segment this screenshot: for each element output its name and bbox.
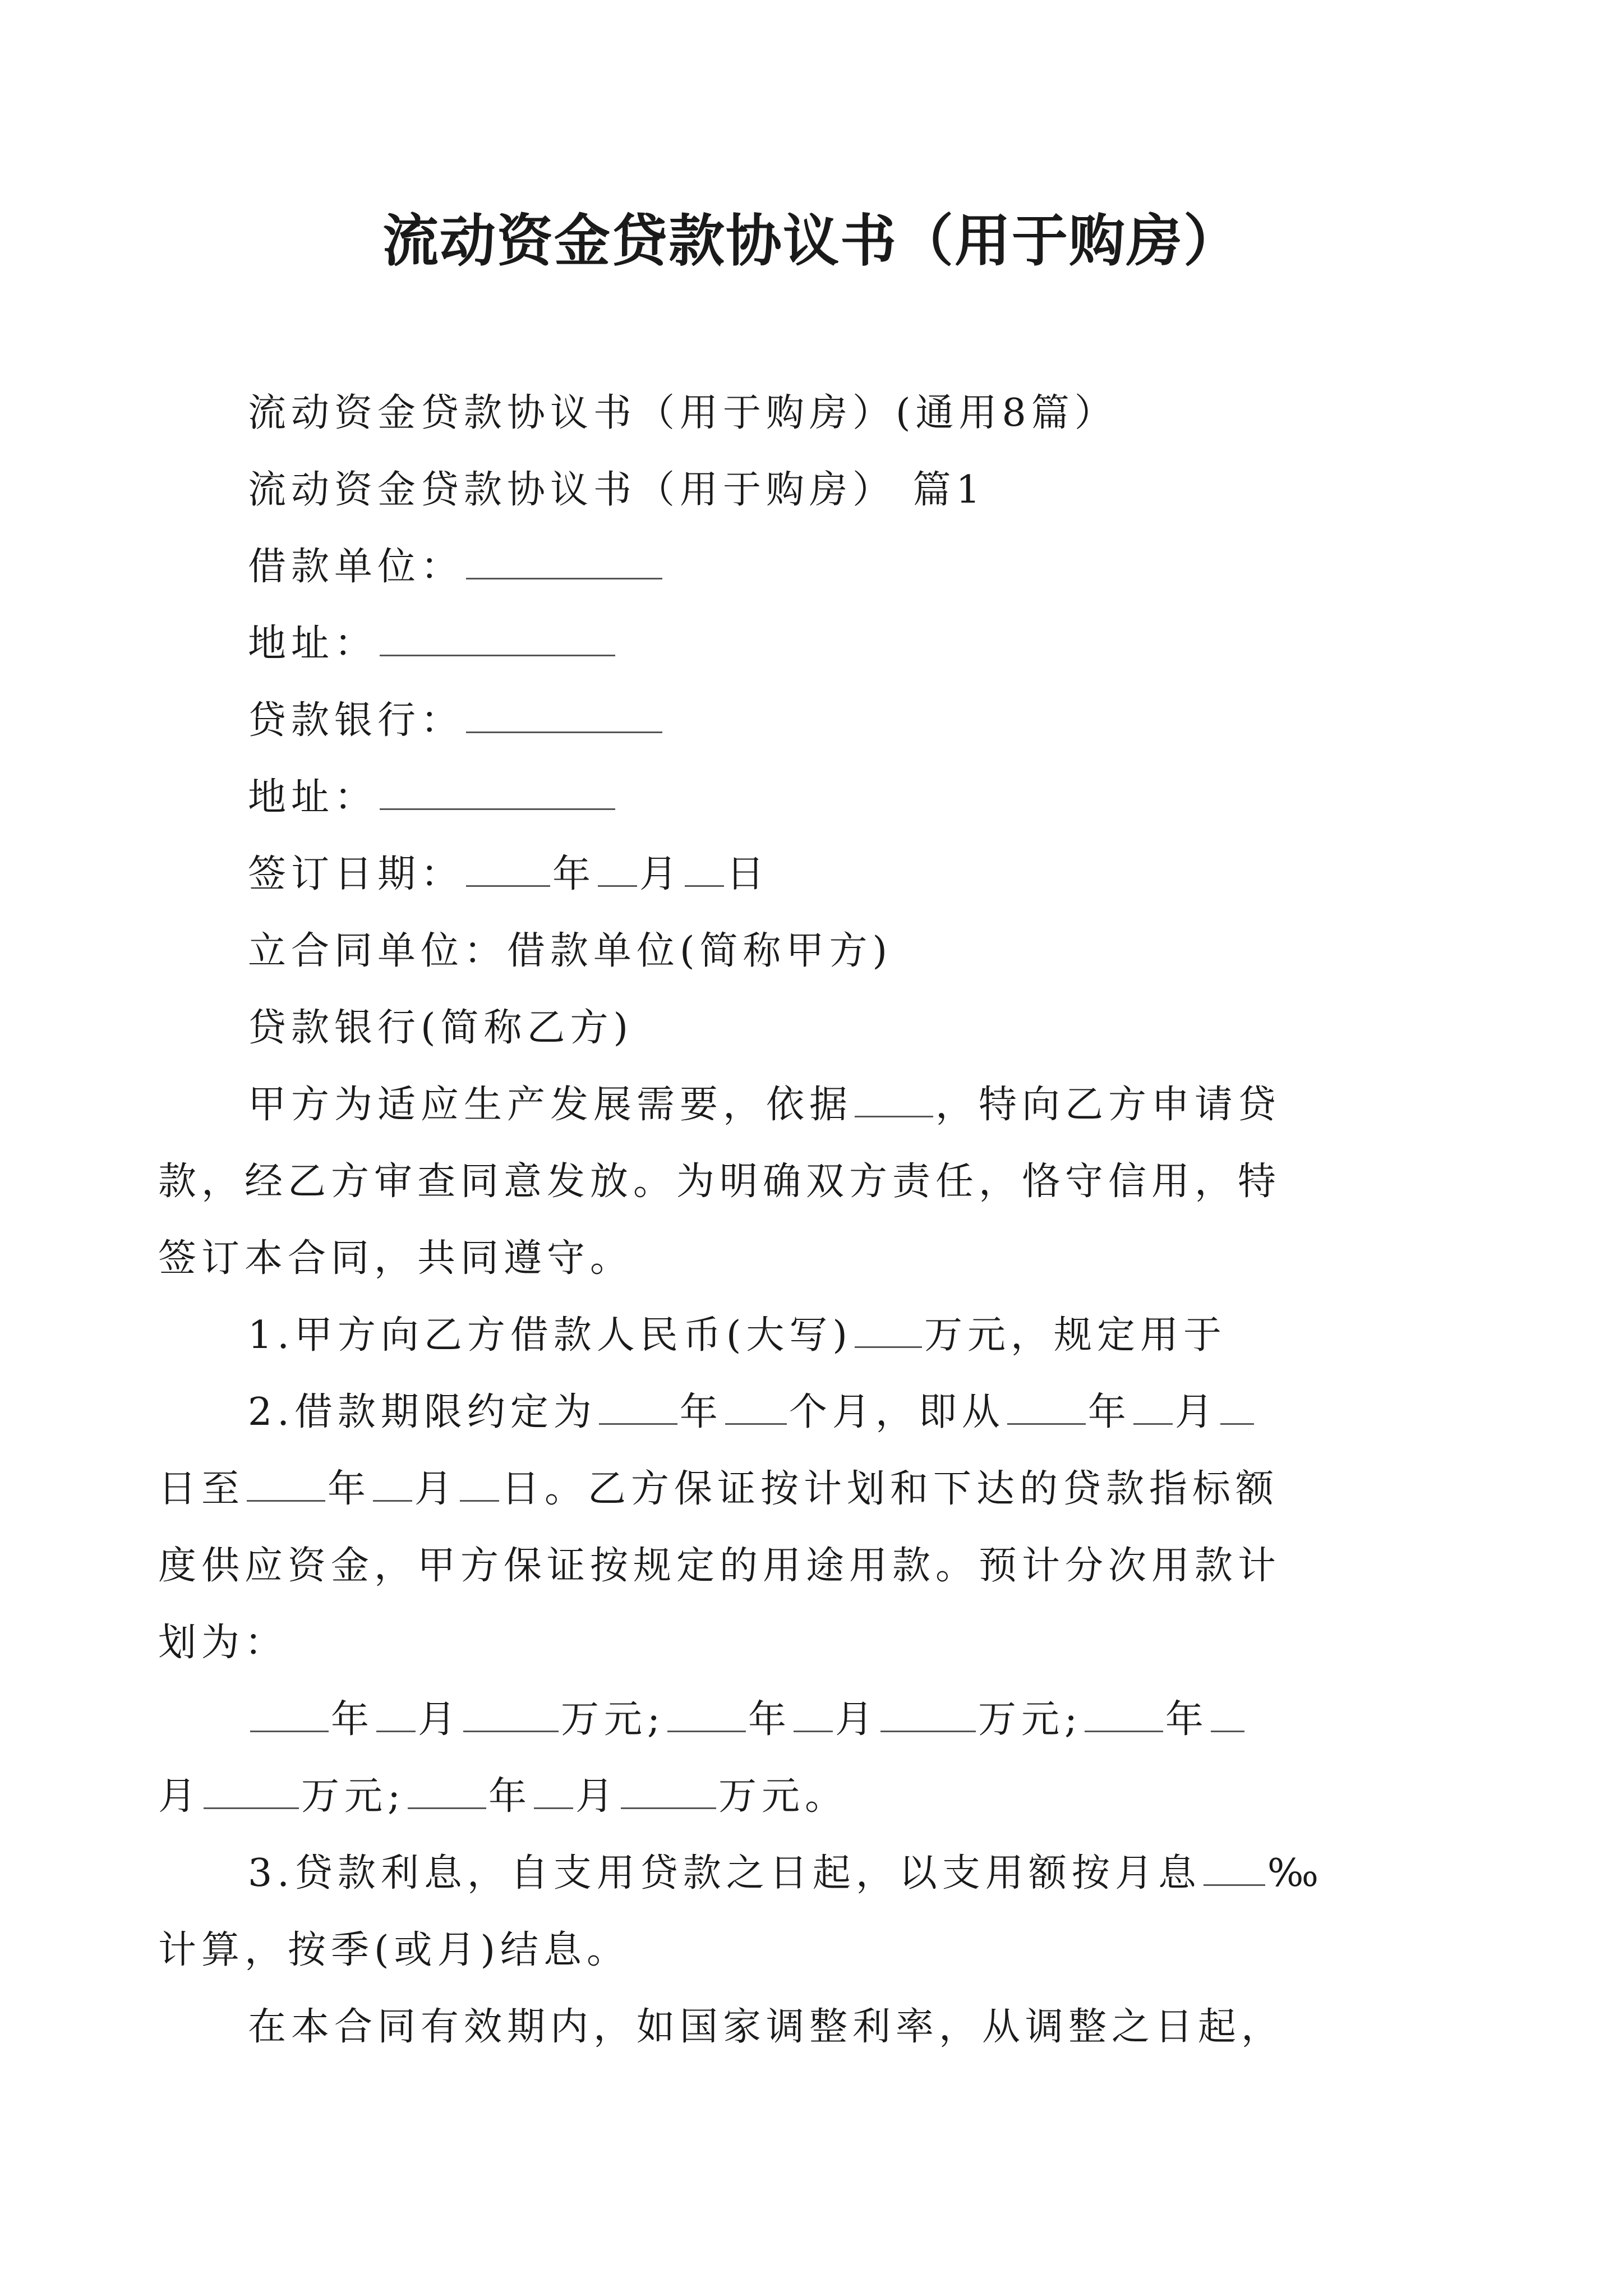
clause-2-line-2 xyxy=(158,1451,1375,1527)
address-blank-2 xyxy=(380,779,615,810)
intro-text-2: ，特向乙方申请贷 xyxy=(935,1083,1281,1127)
sign-date-label: 签订日期： xyxy=(248,852,464,896)
borrower-blank xyxy=(466,549,662,579)
schedule-amount-1: 万元; xyxy=(561,1697,665,1742)
schedule-month-blank-1 xyxy=(376,1701,416,1732)
schedule-year-blank-1 xyxy=(250,1701,329,1732)
bank-line xyxy=(248,682,1375,759)
day-blank xyxy=(685,856,724,887)
borrower-label: 借款单位： xyxy=(248,545,464,589)
intro-text-1: 甲方为适应生产发展需要，依据 xyxy=(248,1083,853,1127)
clause-2-rest: 日。乙方保证按计划和下达的贷款指标额 xyxy=(501,1467,1279,1511)
month-blank xyxy=(598,856,637,887)
schedule-month-blank-2 xyxy=(794,1701,833,1732)
interest-blank xyxy=(1204,1855,1265,1886)
clause-3-line-2: 计算，按季(或月)结息。 xyxy=(158,1928,630,1972)
schedule-month-blank-4 xyxy=(534,1778,573,1809)
clause-1-text-2: 万元，规定用于 xyxy=(924,1313,1227,1358)
address-blank-1 xyxy=(380,625,615,656)
bank-label: 贷款银行： xyxy=(248,698,464,743)
intro-line-2: 款，经乙方审查同意发放。为明确双方责任，恪守信用，特 xyxy=(158,1159,1281,1204)
schedule-month-3: 月 xyxy=(158,1774,202,1819)
schedule-month-2: 月 xyxy=(834,1697,878,1742)
clause-3-text-1: 3.贷款利息，自支用贷款之日起，以支用额按月息 xyxy=(248,1851,1201,1895)
permille-sign: ‰ xyxy=(1267,1851,1324,1895)
clause-2-year-3: 年 xyxy=(328,1467,371,1511)
schedule-amount-4: 万元。 xyxy=(718,1774,848,1819)
parties-line-1: 立合同单位：借款单位(简称甲方) xyxy=(248,929,893,973)
bank-blank xyxy=(466,702,662,733)
clause-2-line-1 xyxy=(248,1374,1375,1451)
schedule-year-4: 年 xyxy=(488,1774,532,1819)
year-label: 年 xyxy=(552,852,596,896)
schedule-year-1: 年 xyxy=(331,1697,375,1742)
month-label: 月 xyxy=(639,852,683,896)
schedule-year-blank-3 xyxy=(1085,1701,1163,1732)
sign-date-line xyxy=(248,836,1375,913)
schedule-amount-blank-3 xyxy=(204,1778,299,1809)
schedule-month-blank-3 xyxy=(1211,1701,1244,1732)
schedule-month-4: 月 xyxy=(575,1774,619,1819)
address-line-2 xyxy=(248,759,1375,836)
clause-2-day-to: 日至 xyxy=(158,1467,245,1511)
clause-2-months: 个月，即从 xyxy=(789,1390,1005,1434)
parties-line-2: 贷款银行(简称乙方) xyxy=(248,1006,634,1050)
to-month-blank xyxy=(373,1471,412,1502)
last-line: 在本合同有效期内，如国家调整利率，从调整之日起， xyxy=(248,2005,1285,2049)
clause-2-line-4: 划为： xyxy=(158,1621,288,1665)
from-year-blank xyxy=(1007,1394,1086,1425)
amount-blank xyxy=(855,1317,922,1348)
schedule-line-2 xyxy=(158,1758,1375,1835)
day-label: 日 xyxy=(726,852,770,896)
clause-1-text-1: 1.甲方向乙方借款人民币(大写) xyxy=(248,1313,852,1358)
schedule-amount-3: 万元; xyxy=(301,1774,405,1819)
intro-line-1 xyxy=(248,1066,1375,1143)
address-line-1 xyxy=(248,605,1375,682)
schedule-year-3: 年 xyxy=(1165,1697,1209,1742)
schedule-year-blank-4 xyxy=(408,1778,486,1809)
year-blank xyxy=(466,856,550,887)
clause-2-text-1: 2.借款期限约定为 xyxy=(248,1390,597,1434)
clause-2-year-2: 年 xyxy=(1087,1390,1131,1434)
to-year-blank xyxy=(247,1471,325,1502)
document-body xyxy=(158,375,1375,2065)
schedule-year-2: 年 xyxy=(748,1697,791,1742)
schedule-line-1 xyxy=(248,1681,1375,1758)
intro-line-3: 签订本合同，共同遵守。 xyxy=(158,1236,634,1281)
schedule-amount-2: 万元; xyxy=(978,1697,1082,1742)
borrower-line xyxy=(248,528,1375,605)
from-month-blank xyxy=(1133,1394,1173,1425)
clause-2-month-3: 月 xyxy=(414,1467,458,1511)
clause-3-line-1 xyxy=(248,1835,1375,1912)
schedule-month-1: 月 xyxy=(418,1697,462,1742)
clause-2-line-3: 度供应资金，甲方保证按规定的用途用款。预计分次用款计 xyxy=(158,1544,1281,1588)
schedule-amount-blank-1 xyxy=(463,1701,559,1732)
term-years-blank xyxy=(599,1394,677,1425)
document-title: 流动资金贷款协议书（用于购房） xyxy=(382,208,1241,274)
schedule-year-blank-2 xyxy=(667,1701,746,1732)
to-day-blank xyxy=(460,1471,499,1502)
term-months-blank xyxy=(725,1394,787,1425)
address-label-2: 地址： xyxy=(248,775,378,820)
clause-2-month-2: 月 xyxy=(1174,1390,1218,1434)
document-subtitle: 流动资金贷款协议书（用于购房）(通用8篇） xyxy=(248,391,1118,435)
clause-2-year: 年 xyxy=(679,1390,723,1434)
schedule-amount-blank-4 xyxy=(621,1778,716,1809)
basis-blank xyxy=(855,1087,933,1117)
from-day-blank xyxy=(1220,1394,1254,1425)
section-heading: 流动资金贷款协议书（用于购房） 篇1 xyxy=(248,468,985,512)
address-label-1: 地址： xyxy=(248,622,378,666)
schedule-amount-blank-2 xyxy=(880,1701,976,1732)
clause-1 xyxy=(248,1297,1375,1374)
